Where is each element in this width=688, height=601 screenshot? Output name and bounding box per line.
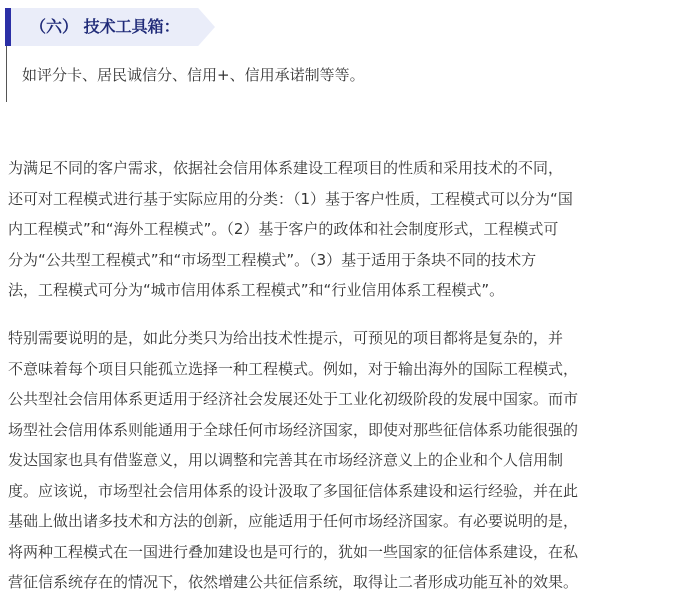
paragraph-line: 分为“公共型工程模式”和“市场型工程模式”。（3）基于适用于条块不同的技术方 bbox=[8, 250, 537, 269]
paragraph-line: 特别需要说明的是，如此分类只为给出技术性提示，可预见的项目都将是复杂的，并 bbox=[8, 329, 564, 347]
paragraph-line: 发达国家也具有借鉴意义，用以调整和完善其在市场经济意义上的企业和个人信用制 bbox=[8, 451, 564, 469]
paragraph-line: 基础上做出诸多技术和方法的创新，应能适用于任何市场经济国家。有必要说明的是， bbox=[8, 512, 579, 530]
section-header-accent bbox=[5, 8, 11, 46]
paragraph-line: 为满足不同的客户需求，依据社会信用体系建设工程项目的性质和采用技术的不同， bbox=[8, 159, 564, 177]
section-title: （六） 技术工具箱： bbox=[30, 17, 180, 36]
paragraph-special-note bbox=[8, 323, 688, 598]
paragraph-line: 将两种工程模式在一国进行叠加建设也是可行的，犹如一些国家的征信体系建设，在私 bbox=[8, 542, 579, 561]
paragraph-line: 不意味着每个项目只能孤立选择一种工程模式。例如，对于输出海外的国际工程模式， bbox=[8, 359, 579, 378]
paragraph-line: 度。应该说，市场型社会信用体系的设计汲取了多国征信体系建设和运行经验，并在此 bbox=[8, 481, 579, 500]
section-side-line bbox=[6, 46, 7, 102]
paragraph-line: 场型社会信用体系则能通用于全球任何市场经济国家，即使对那些征信体系功能很强的 bbox=[8, 420, 579, 439]
paragraph-line: 法，工程模式可分为“城市信用体系工程模式”和“行业信用体系工程模式”。 bbox=[8, 281, 505, 299]
paragraph-line: 公共型社会信用体系更适用于经济社会发展还处于工业化初级阶段的发展中国家。而市 bbox=[8, 390, 579, 408]
paragraph-line: 还可对工程模式进行基于实际应用的分类：（1）基于客户性质，工程模式可以分为“国 bbox=[8, 189, 573, 208]
paragraph-engineering-modes bbox=[8, 153, 688, 306]
paragraph-line: 营征信系统存在的情况下，依然增建公共征信系统，取得让二者形成功能互补的效果。 bbox=[8, 573, 579, 591]
section-intro-text: 如评分卡、居民诚信分、信用+、信用承诺制等等。 bbox=[22, 66, 365, 84]
paragraph-line: 内工程模式”和“海外工程模式”。（2）基于客户的政体和社会制度形式，工程模式可 bbox=[8, 220, 559, 238]
